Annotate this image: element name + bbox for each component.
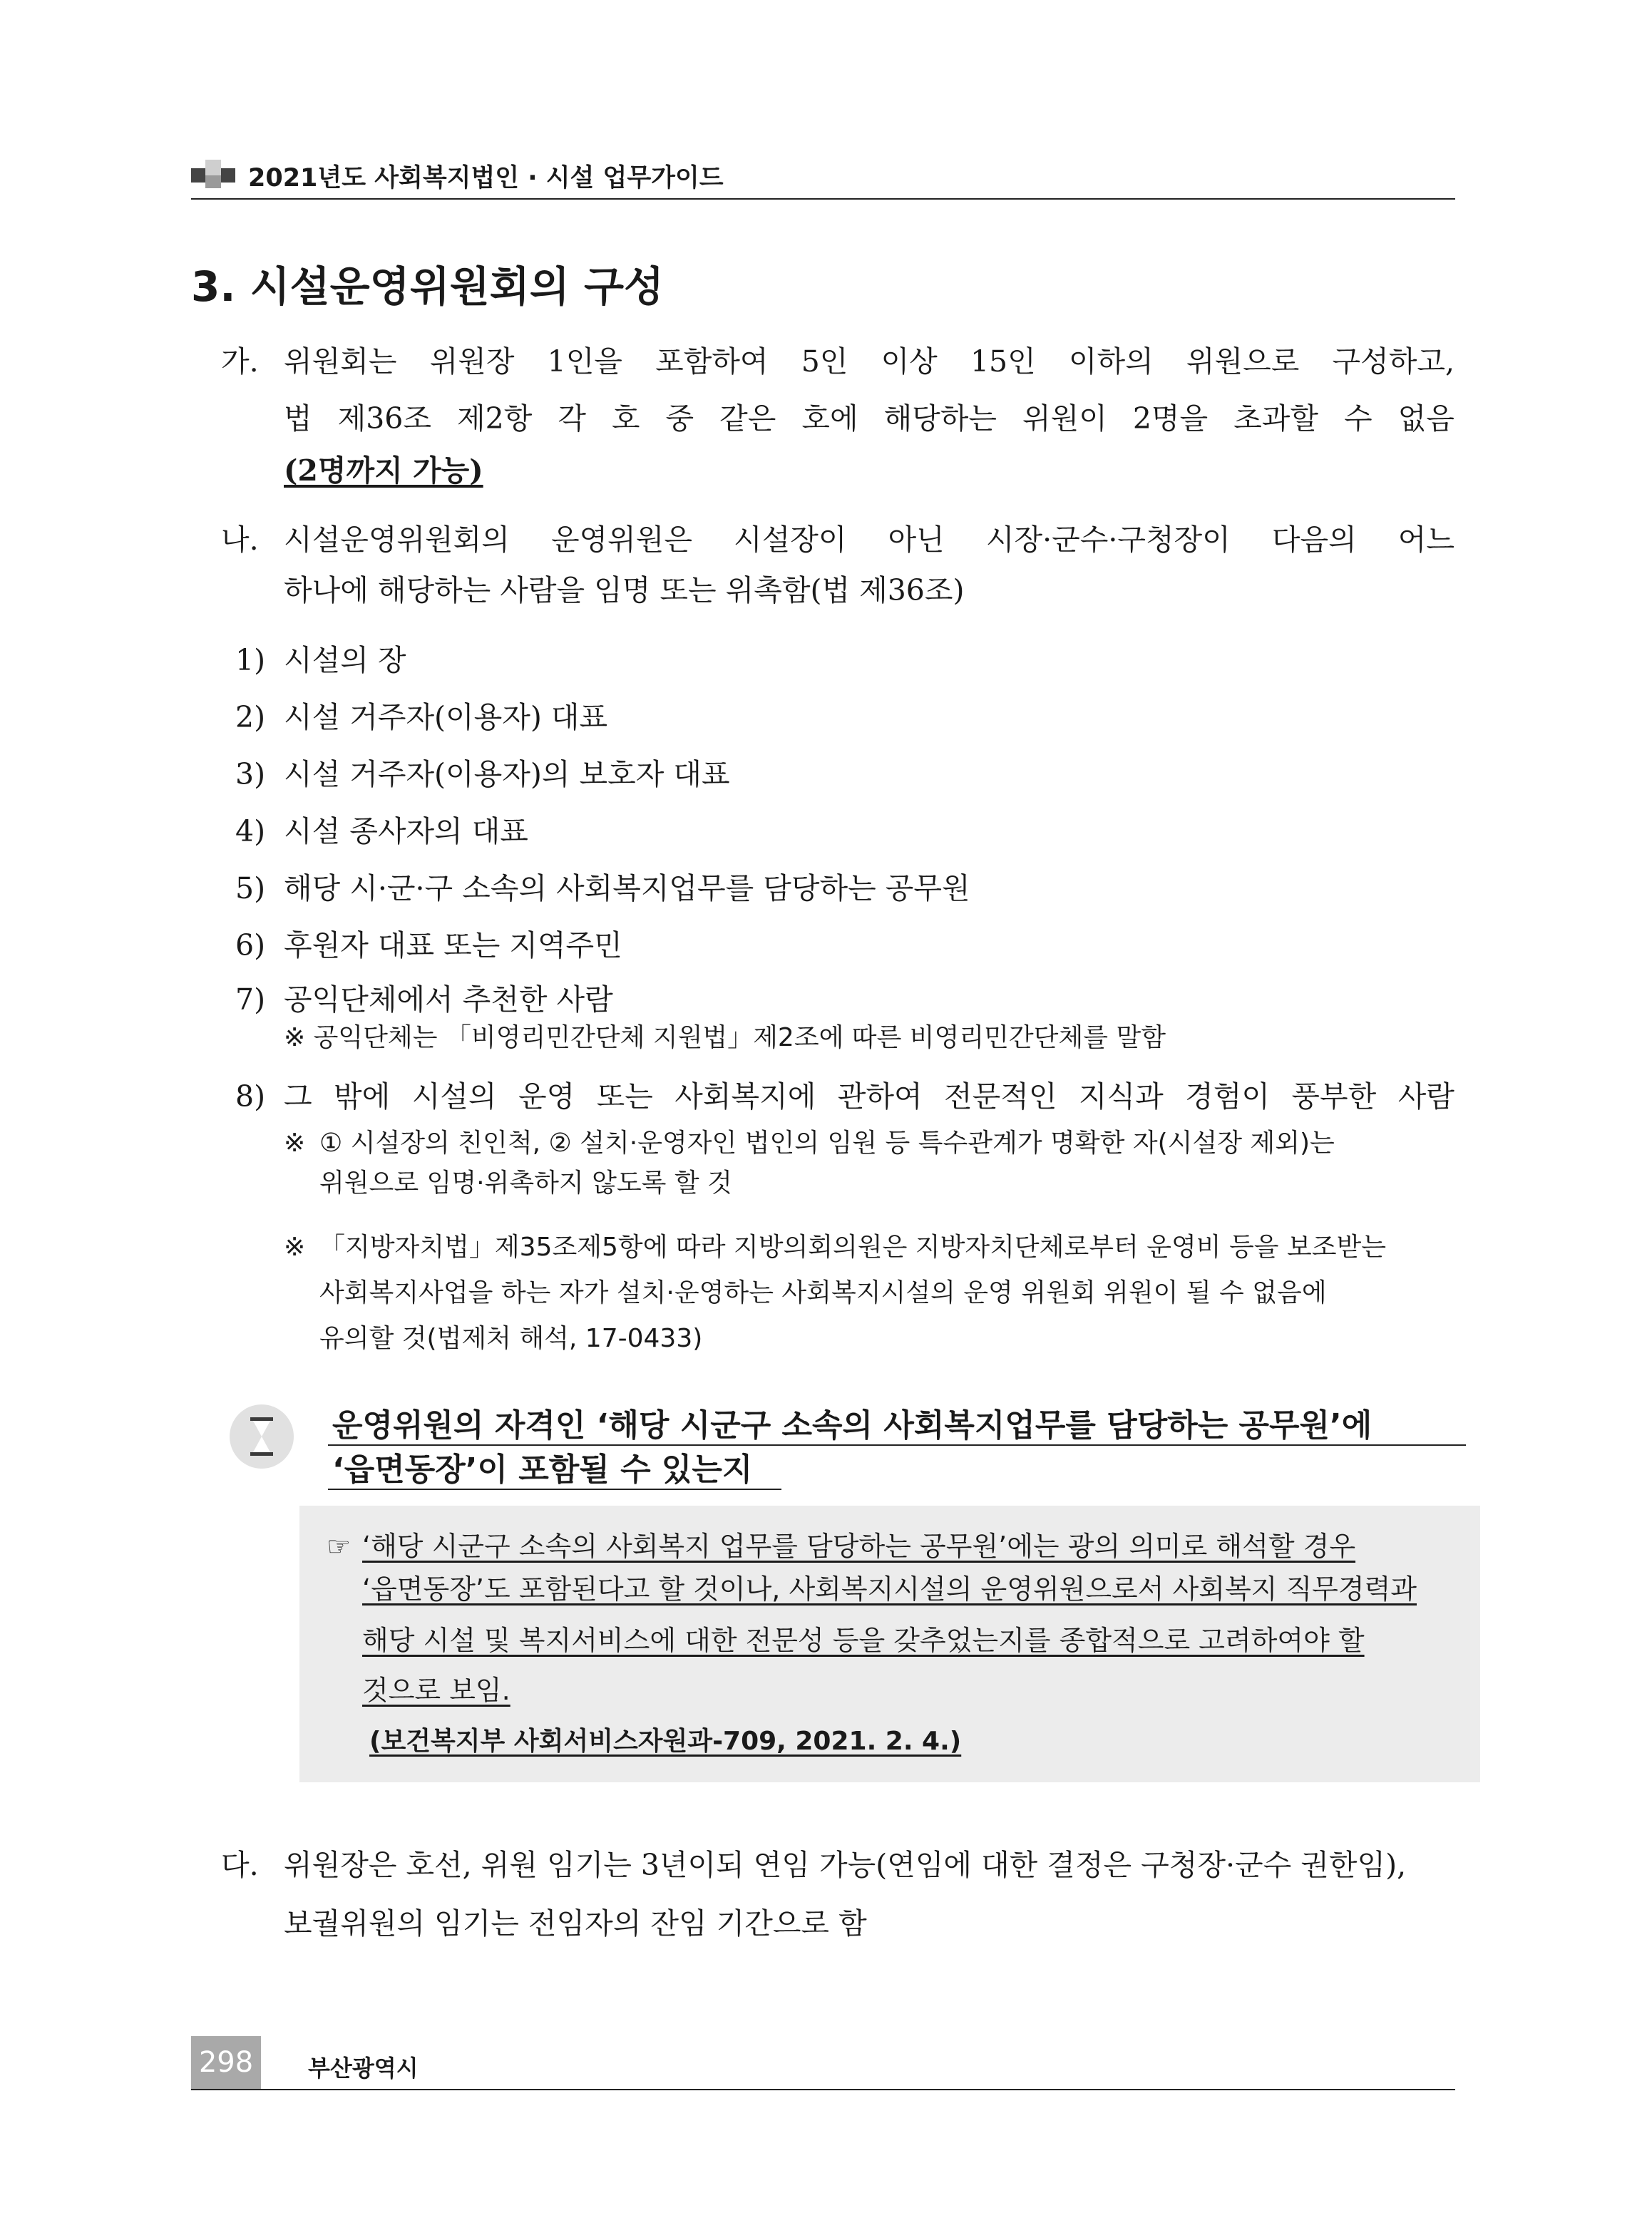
word: 15인: [970, 344, 1036, 379]
question-line1: 운영위원의 자격인 ‘해당 시군구 소속의 사회복지업무를 담당하는 공무원’에: [332, 1407, 1373, 1444]
list-item-number: 4): [235, 814, 266, 848]
list-item-number: 5): [235, 871, 266, 905]
footer-divider: [191, 2089, 1455, 2090]
word: 포함하여: [655, 344, 769, 379]
word: 사회복지에: [674, 1079, 816, 1114]
section-title: 3. 시설운영위원회의 구성: [191, 262, 665, 311]
word: 어느: [1397, 523, 1455, 557]
word: 시장·군수·구청장이: [985, 523, 1231, 557]
word: 제2항: [457, 401, 533, 436]
word: 위원으로: [1186, 344, 1300, 379]
word: 중: [665, 401, 694, 436]
note-8b-mark: ※: [284, 1233, 306, 1262]
word: 시설장이: [734, 523, 847, 557]
answer-source: (보건복지부 사회서비스자원과-709, 2021. 2. 4.): [369, 1727, 962, 1756]
word: 수: [1343, 401, 1373, 436]
answer-line3: 해당 시설 및 복지서비스에 대한 전문성 등을 갖추었는지를 종합적으로 고려하여야 할: [362, 1625, 1365, 1656]
word: 그: [284, 1079, 312, 1114]
note-8b-line2: 사회복지사업을 하는 자가 설치·운영하는 사회복지시설의 운영 위원회 위원이 될 수 없음에: [319, 1278, 1327, 1307]
word: 구성하고,: [1332, 344, 1455, 379]
word: 해당하는: [883, 401, 997, 436]
para-da-line1: 위원장은 호선, 위원 임기는 3년이되 연임 가능(연임에 대한 결정은 구청장·군수 권한임),: [284, 1848, 1407, 1882]
word: 사람: [1397, 1079, 1455, 1114]
question-underline-2: [328, 1489, 781, 1490]
item-8-number: 8): [235, 1079, 266, 1114]
word: 관하여: [837, 1079, 923, 1114]
list-item-number: 7): [235, 982, 266, 1017]
word: 제36조: [337, 401, 431, 436]
word: 2명을: [1132, 401, 1209, 436]
word: 5인: [801, 344, 848, 379]
word: 밖에: [334, 1079, 391, 1114]
list-item-number: 3): [235, 757, 266, 791]
list-item-text: 후원자 대표 또는 지역주민: [284, 928, 622, 962]
word: 시설운영위원회의: [284, 523, 510, 557]
question-underline-1: [328, 1444, 1466, 1446]
word: 지식과: [1078, 1079, 1164, 1114]
list-item-text: 시설 거주자(이용자)의 보호자 대표: [284, 757, 730, 791]
note-8a-line1: ① 시설장의 친인척, ② 설치·운영자인 법인의 임원 등 특수관계가 명확한 자(시설장 제외)는: [319, 1129, 1335, 1158]
word: 이하의: [1068, 344, 1154, 379]
note-8a-line2: 위원으로 임명·위촉하지 않도록 할 것: [319, 1168, 732, 1198]
word: 각: [558, 401, 586, 436]
word: 경험이: [1185, 1079, 1270, 1114]
word: 위원이: [1022, 401, 1107, 436]
para-da-marker: 다.: [221, 1848, 259, 1882]
list-item-number: 6): [235, 928, 266, 962]
word: 운영위원은: [550, 523, 692, 557]
word: 없음: [1397, 401, 1455, 436]
header-title: 2021년도 사회복지법인 · 시설 업무가이드: [248, 164, 724, 192]
word: 또는: [596, 1079, 653, 1114]
word: 위원장: [429, 344, 515, 379]
word: 운영: [518, 1079, 575, 1114]
word: 시설의: [411, 1079, 497, 1114]
word: 아닌: [888, 523, 945, 557]
page-number: 298: [191, 2036, 261, 2089]
list-item-text: 시설 거주자(이용자) 대표: [284, 700, 608, 734]
header-divider: [191, 198, 1455, 200]
para-ga-marker: 가.: [221, 344, 259, 379]
para-ga-emphasis: (2명까지 가능): [284, 453, 483, 488]
word: 1인을: [547, 344, 622, 379]
list-item-text: 시설의 장: [284, 643, 406, 677]
list-item-text: 공익단체에서 추천한 사람: [284, 982, 613, 1017]
hourglass-icon: [230, 1404, 294, 1469]
answer-line2: ‘읍면동장’도 포함된다고 할 것이나, 사회복지시설의 운영위원으로서 사회복지 직무경력과: [362, 1573, 1417, 1605]
note-8b-line1: 「지방자치법」제35조제5항에 따라 지방의회의원은 지방자치단체로부터 운영비 등을 보조받는: [319, 1233, 1387, 1262]
para-ga-line2: [284, 401, 1455, 436]
word: 법: [284, 401, 312, 436]
answer-line1: ‘해당 시군구 소속의 사회복지 업무를 담당하는 공무원’에는 광의 의미로 해석할 경우: [362, 1531, 1356, 1562]
word: 이상: [881, 344, 938, 379]
list-item-number: 1): [235, 643, 266, 677]
list-item-number: 2): [235, 700, 266, 734]
question-line2: ‘읍면동장’이 포함될 수 있는지: [332, 1452, 753, 1488]
note-7: ※ 공익단체는 「비영리민간단체 지원법」제2조에 따른 비영리민간단체를 말함: [284, 1023, 1166, 1052]
word: 호에: [801, 401, 858, 436]
para-da-line2: 보궐위원의 임기는 전임자의 잔임 기간으로 함: [284, 1906, 867, 1941]
list-item-text: 해당 시·군·구 소속의 사회복지업무를 담당하는 공무원: [284, 871, 970, 905]
word: 호: [611, 401, 640, 436]
para-ga-line1: [284, 344, 1455, 379]
para-na-line2: 하나에 해당하는 사람을 임명 또는 위촉함(법 제36조): [284, 573, 965, 607]
answer-line4: 것으로 보임.: [362, 1675, 511, 1706]
para-na-line1: [284, 525, 1455, 555]
word: 풍부한: [1291, 1079, 1377, 1114]
word: 초과할: [1233, 401, 1318, 436]
list-item-text: 시설 종사자의 대표: [284, 814, 528, 848]
word: 같은: [719, 401, 776, 436]
word: 다음의: [1271, 523, 1357, 557]
note-8a-mark: ※: [284, 1129, 306, 1158]
para-ga-line3: [284, 453, 483, 488]
note-8b-line3: 유의할 것(법제처 해석, 17-0433): [319, 1324, 703, 1353]
word: 위원회는: [284, 344, 397, 379]
item-8-text: [284, 1079, 1455, 1114]
header-squares-icon: [191, 160, 238, 188]
word: 전문적인: [944, 1079, 1057, 1114]
answer-symbol: ☞: [327, 1531, 352, 1562]
footer-org: 부산광역시: [308, 2055, 419, 2082]
para-na-marker: 나.: [221, 523, 259, 557]
